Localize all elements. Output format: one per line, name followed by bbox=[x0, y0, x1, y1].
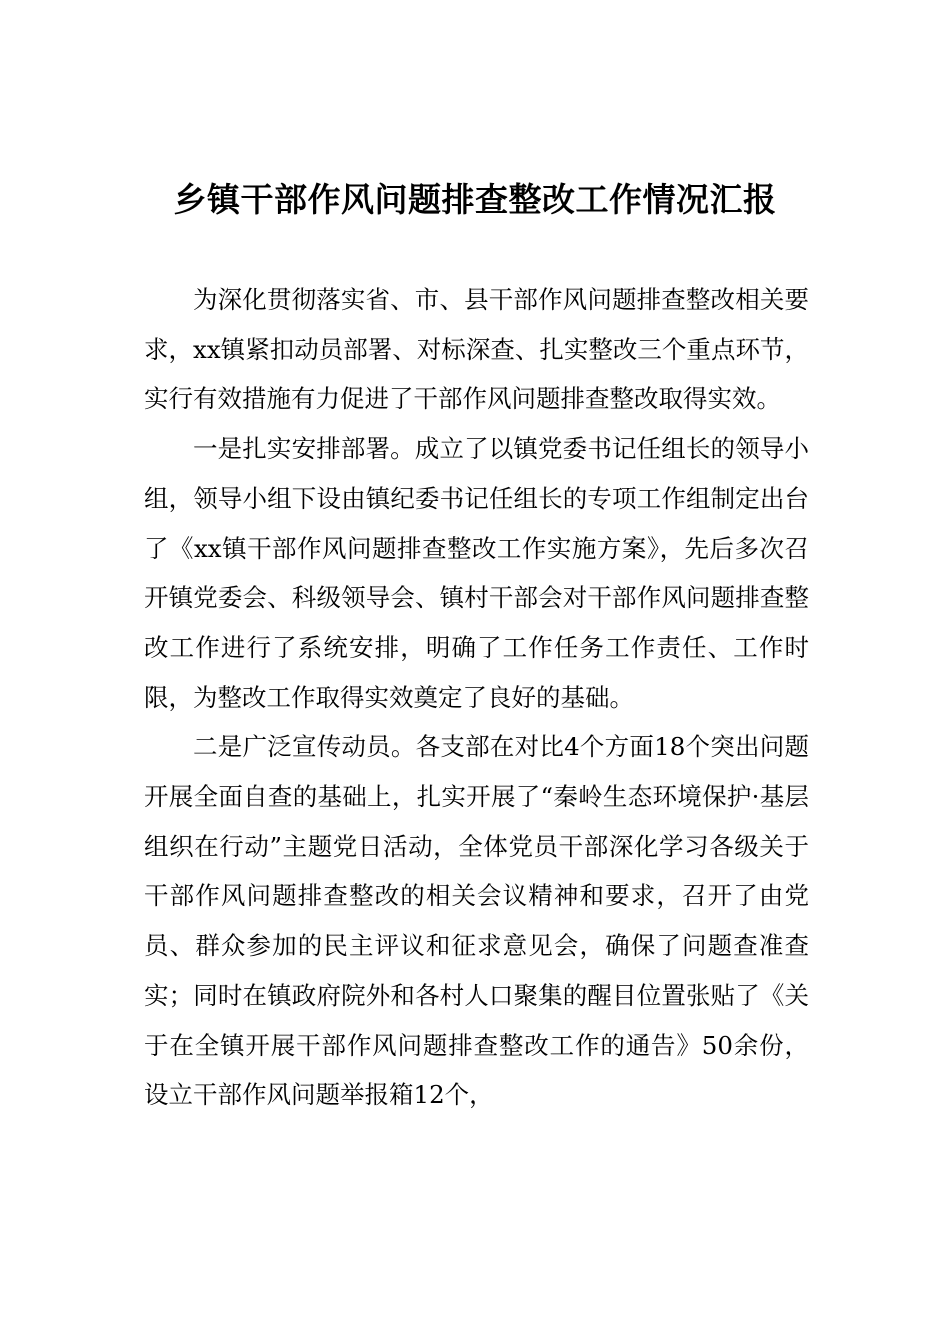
paragraph-publicity: 二是广泛宣传动员。各支部在对比4个方面18个突出问题开展全面自查的基础上，扎实开展了“秦岭生态环境保护·基层组织在行动”主题党日活动，全体党员干部深化学习各级关于干部作风问题排查整改的相关会议精神和要求，召开了由党员、群众参加的民主评议和征求意见会，确保了问题查准查实；同时在镇政府院外和各村人口聚集的醒目位置张贴了《关于在全镇开展干部作风问题排查整改工作的通告》50余份，设立干部作风问题举报箱12个， bbox=[144, 732, 809, 1110]
document-title: 乡镇干部作风问题排查整改工作情况汇报 bbox=[173, 180, 777, 219]
paragraph-intro: 为深化贯彻落实省、市、县干部作风问题排查整改相关要求，xx镇紧扣动员部署、对标深查、扎实整改三个重点环节，实行有效措施有力促进了干部作风问题排查整改取得实效。 bbox=[144, 285, 809, 414]
document-body bbox=[144, 275, 809, 1120]
paragraph-deployment: 一是扎实安排部署。成立了以镇党委书记任组长的领导小组，领导小组下设由镇纪委书记任组长的专项工作组制定出台了《xx镇干部作风问题排查整改工作实施方案》，先后多次召开镇党委会、科级领导会、镇村干部会对干部作风问题排查整改工作进行了系统安排，明确了工作任务工作责任、工作时限，为整改工作取得实效奠定了良好的基础。 bbox=[144, 434, 809, 712]
